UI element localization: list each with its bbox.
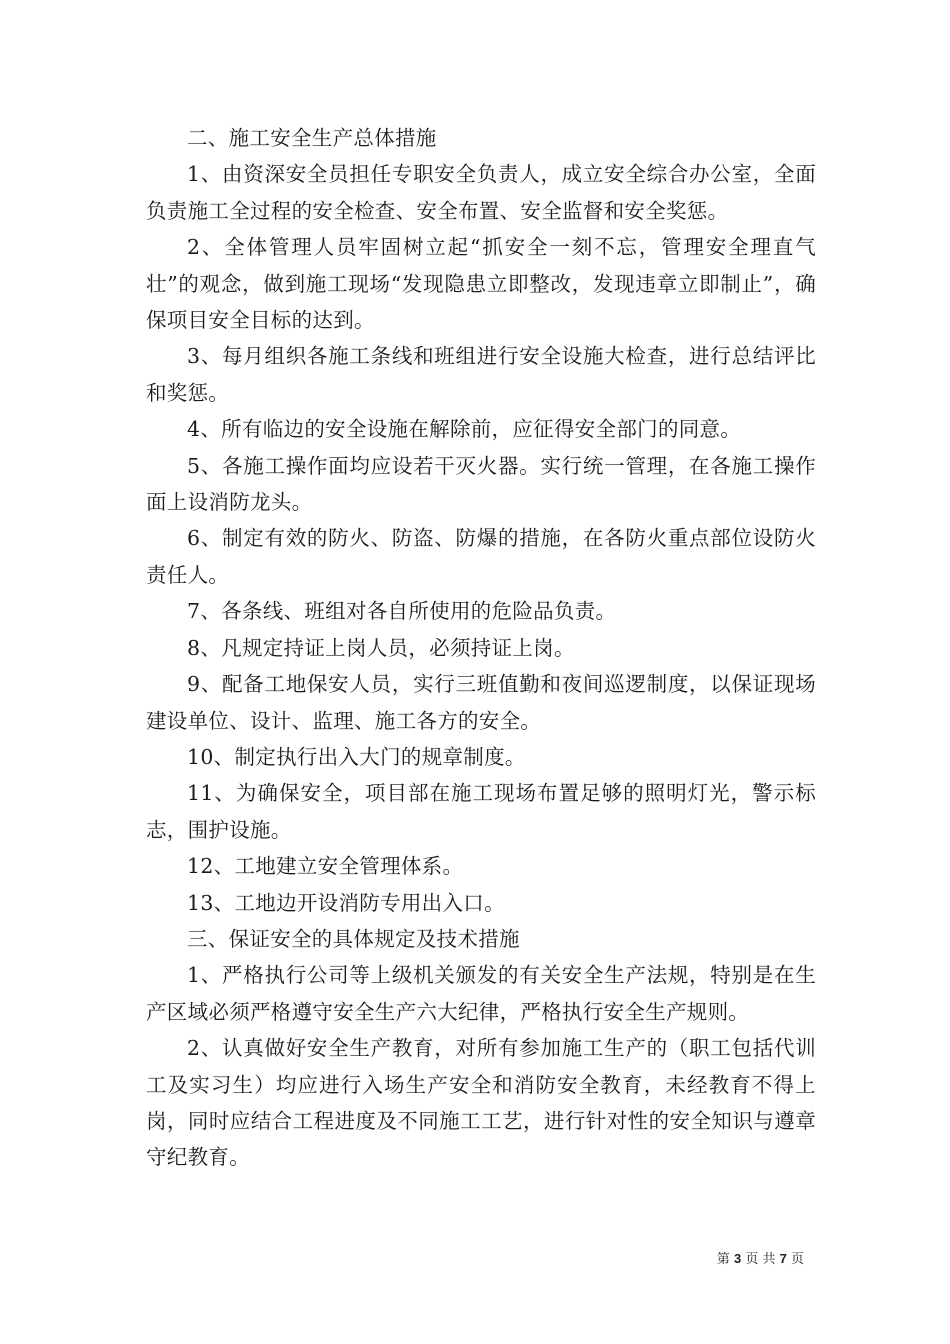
page-number-footer	[717, 1248, 804, 1267]
paragraph-2-13: 13、工地边开设消防专用出入口。	[187, 890, 505, 915]
paragraph-3-2: 2、认真做好安全生产教育，对所有参加施工生产的（职工包括代训工及实习生）均应进行入场生产安全和消防安全教育，未经教育不得上岗，同时应结合工程进度及不同施工工艺，进行针对性的安全知识与遵章守纪教育。	[146, 1036, 816, 1170]
paragraph-2-2: 2、全体管理人员牢固树立起“抓安全一刻不忘，管理安全理直气壮”的观念，做到施工现场“发现隐患立即整改，发现违章立即制止”，确保项目安全目标的达到。	[146, 235, 816, 333]
paragraph-2-3: 3、每月组织各施工条线和班组进行安全设施大检查，进行总结评比和奖惩。	[146, 344, 816, 405]
paragraph-3-1: 1、严格执行公司等上级机关颁发的有关安全生产法规，特别是在生产区域必须严格遵守安全生产六大纪律，严格执行安全生产规则。	[146, 963, 816, 1024]
current-page-number: 3	[733, 1251, 742, 1266]
paragraph-2-1: 1、由资深安全员担任专职安全负责人，成立安全综合办公室，全面负责施工全过程的安全检查、安全布置、安全监督和安全奖惩。	[146, 162, 816, 223]
paragraph-2-4: 4、所有临边的安全设施在解除前，应征得安全部门的同意。	[187, 417, 742, 442]
footer-prefix: 第	[716, 1252, 730, 1267]
paragraph-2-5: 5、各施工操作面均应设若干灭火器。实行统一管理，在各施工操作面上设消防龙头。	[146, 453, 816, 515]
document-body	[146, 120, 816, 1176]
paragraph-2-12: 12、工地建立安全管理体系。	[187, 854, 464, 879]
section-heading-2: 二、施工安全生产总体措施	[187, 126, 437, 150]
footer-middle: 页 共	[745, 1252, 776, 1267]
paragraph-2-8: 8、凡规定持证上岗人员，必须持证上岗。	[187, 635, 575, 660]
section-heading-3: 三、保证安全的具体规定及技术措施	[187, 926, 520, 951]
footer-suffix: 页	[790, 1252, 804, 1267]
paragraph-2-11: 11、为确保安全，项目部在施工现场布置足够的照明灯光，警示标志，围护设施。	[146, 781, 816, 842]
total-page-count: 7	[779, 1251, 787, 1266]
paragraph-2-6: 6、制定有效的防火、防盗、防爆的措施，在各防火重点部位设防火责任人。	[146, 526, 816, 587]
paragraph-2-7: 7、各条线、班组对各自所使用的危险品负责。	[187, 599, 617, 624]
paragraph-2-9: 9、配备工地保安人员，实行三班值勤和夜间巡逻制度，以保证现场建设单位、设计、监理、施工各方的安全。	[146, 672, 816, 733]
paragraph-2-10: 10、制定执行出入大门的规章制度。	[187, 744, 526, 769]
